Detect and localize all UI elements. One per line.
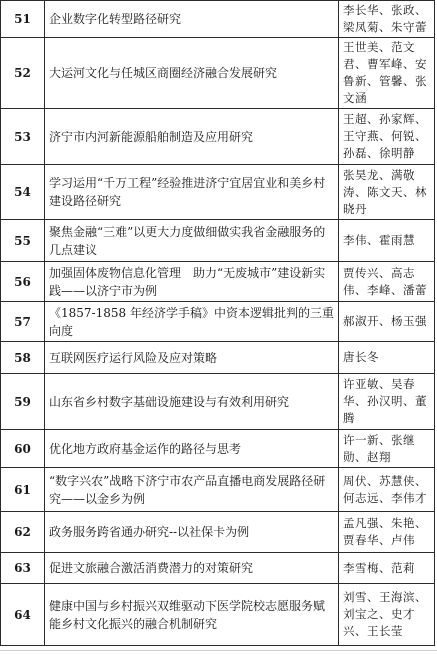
project-title: 促进文旅融合激活消费潜力的对策研究: [45, 553, 339, 584]
project-authors: 刘雪、王海滨、刘宝之、史才兴、王长莹: [339, 584, 435, 646]
table-row: [1, 342, 435, 374]
project-authors: 孟凡强、朱艳、贾春华、卢伟: [339, 512, 435, 553]
row-number: 56: [1, 262, 45, 302]
row-number: 53: [1, 109, 45, 165]
row-number: 58: [1, 342, 45, 374]
row-number: 60: [1, 430, 45, 468]
project-authors: 张昊龙、满敬涛、陈文天、林晓丹: [339, 165, 435, 220]
project-title: 学习运用“千万工程”经验推进济宁宜居宜业和美乡村建设路径研究: [45, 165, 339, 220]
project-title: 山东省乡村数字基础设施建设与有效利用研究: [45, 374, 339, 430]
project-title: 大运河文化与任城区商圈经济融合发展研究: [45, 38, 339, 109]
project-authors: 周伏、苏慧侠、何志远、李伟才: [339, 468, 435, 512]
project-title: 《1857-1858 年经济学手稿》中资本逻辑批判的三重向度: [45, 302, 339, 342]
table-row: [1, 38, 435, 109]
project-authors: 郝淑开、杨玉强: [339, 302, 435, 342]
project-authors: 许一新、张继勋、赵翔: [339, 430, 435, 468]
table-row: [1, 468, 435, 512]
project-title: “数字兴农”战略下济宁市农产品直播电商发展路径研究——以金乡为例: [45, 468, 339, 512]
project-authors: 许亚敏、吴春华、孙汉明、董腾: [339, 374, 435, 430]
project-title: 加强固体废物信息化管理 助力“无废城市”建设新实践——以济宁市为例: [45, 262, 339, 302]
table-row: [1, 1, 435, 38]
table-row: [1, 430, 435, 468]
project-title: 健康中国与乡村振兴双维驱动下医学院校志愿服务赋能乡村文化振兴的融合机制研究: [45, 584, 339, 646]
project-authors: 贾传兴、高志伟、李峰、潘蕾: [339, 262, 435, 302]
row-number: 64: [1, 584, 45, 646]
row-number: 52: [1, 38, 45, 109]
project-title: 优化地方政府基金运作的路径与思考: [45, 430, 339, 468]
table-row: [1, 584, 435, 646]
row-number: 59: [1, 374, 45, 430]
table-row: [1, 512, 435, 553]
project-title: 聚焦金融“三难”以更大力度做细做实我省金融服务的几点建议: [45, 220, 339, 262]
project-authors: 李伟、霍雨慧: [339, 220, 435, 262]
table-row: [1, 302, 435, 342]
row-number: 54: [1, 165, 45, 220]
project-title: 互联网医疗运行风险及应对策略: [45, 342, 339, 374]
table-row: [1, 220, 435, 262]
project-title: 政务服务跨省通办研究--以社保卡为例: [45, 512, 339, 553]
row-number: 63: [1, 553, 45, 584]
page-edge-divider: [0, 650, 437, 651]
table-body: [1, 1, 435, 646]
row-number: 55: [1, 220, 45, 262]
project-authors: 李雪梅、范莉: [339, 553, 435, 584]
project-title: 企业数字化转型路径研究: [45, 1, 339, 38]
project-title: 济宁市内河新能源船舶制造及应用研究: [45, 109, 339, 165]
row-number: 57: [1, 302, 45, 342]
table-row: [1, 553, 435, 584]
table-row: [1, 109, 435, 165]
table-row: [1, 374, 435, 430]
project-authors: 王世美、范文君、曹军峰、安鲁新、管馨、张文涵: [339, 38, 435, 109]
row-number: 62: [1, 512, 45, 553]
project-authors: 李长华、张政、梁凤菊、朱守蕾: [339, 1, 435, 38]
row-number: 61: [1, 468, 45, 512]
table-row: [1, 262, 435, 302]
project-authors: 唐长冬: [339, 342, 435, 374]
table-row: [1, 165, 435, 220]
project-authors: 王超、孙家辉、王守燕、何锐、孙磊、徐明静: [339, 109, 435, 165]
row-number: 51: [1, 1, 45, 38]
